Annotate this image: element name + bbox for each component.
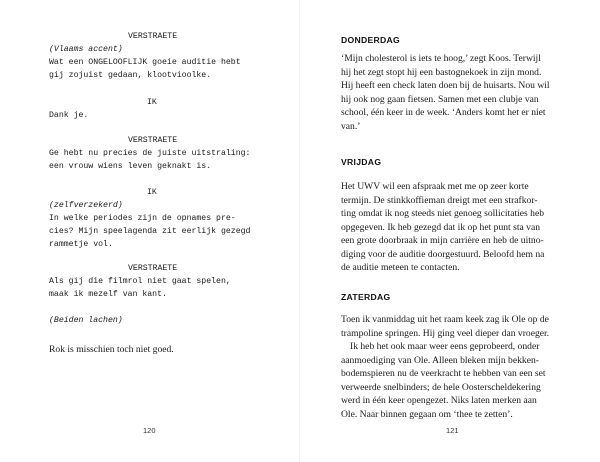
- text-line: Ole. Naar binnen gegaan om ‘thee te zetten’.: [341, 408, 513, 420]
- text-line: opgegeven. Ik heb gezegd dat ik op het punt sta van: [341, 221, 541, 233]
- dialogue-line: In welke periodes zijn de opnames pre-: [49, 214, 236, 223]
- text-line: diging voor de auditie doorgestuurd. Beloofd hem na: [341, 248, 545, 260]
- dialogue-line: Als gij die filmrol niet gaat spelen,: [49, 277, 231, 286]
- text-line: aanmoediging van Ole. Alleen bleken mijn bekken-: [341, 354, 539, 366]
- text-line: verweerde snelbinders; de hele Oosterscheldekering: [341, 381, 541, 393]
- dialogue-line: Ge hebt nu precies de juiste uitstraling:: [49, 149, 251, 158]
- page-number: 121: [446, 426, 459, 435]
- text-line: ‘Mijn cholesterol is iets te hoog,’ zegt Koos. Terwijl: [341, 53, 541, 64]
- parenthetical: (Vlaams accent): [49, 45, 123, 54]
- text-line: werd in één keer opengezet. Niks laten merken aan: [341, 395, 537, 407]
- stage-direction: (Beiden lachen): [49, 316, 123, 325]
- right-page: [300, 0, 600, 462]
- closing-line: Rok is misschien toch niet goed.: [49, 344, 174, 355]
- dialogue-line: cies? Mijn speelagenda zit eerlijk gezegd: [49, 227, 251, 236]
- section-heading: DONDERDAG: [341, 35, 401, 45]
- text-line: een grote doorbraak in mijn carrière en heb de uitno-: [341, 235, 544, 247]
- character-name: IK: [147, 98, 157, 107]
- text-line: van.’: [341, 120, 361, 132]
- text-line: Toen ik vanmiddag uit het raam keek zag ik Ole op de: [341, 314, 549, 325]
- section-body: [341, 180, 563, 275]
- character-name: VERSTRAETE: [128, 32, 178, 41]
- text-line: hij ook nog gaan fietsen. Samen met een clubje van: [341, 93, 539, 105]
- section-body: [341, 313, 563, 421]
- parenthetical: (zelfverzekerd): [49, 201, 123, 210]
- section-heading: ZATERDAG: [341, 292, 391, 302]
- text-line: termijn. De stinkkoffieman dreigt met een strafkor-: [341, 194, 538, 206]
- text-line: ting omdat ik nog steeds niet genoeg sollicitaties heb: [341, 208, 545, 220]
- text-line: Hij heeft een check laten doen bij de huisarts. Nou wil: [341, 80, 550, 92]
- dialogue-line: een vrouw wiens leven geknakt is.: [49, 162, 212, 171]
- dialogue-line: rammetje vol.: [49, 240, 113, 249]
- character-name: IK: [147, 188, 157, 197]
- character-name: VERSTRAETE: [128, 136, 178, 145]
- dialogue-line: gij zojuist gedaan, klootvioolke.: [49, 71, 212, 80]
- text-line: hij het zegt stopt hij een bastognekoek in zijn mond.: [341, 66, 542, 78]
- character-name: VERSTRAETE: [128, 264, 178, 273]
- dialogue-line: Dank je.: [49, 111, 89, 120]
- dialogue-line: Wat een ONGELOOFLIJK goeie auditie hebt: [49, 58, 241, 67]
- dialogue-line: maak ik mezelf van kant.: [49, 290, 167, 299]
- section-heading: VRIJDAG: [341, 157, 382, 167]
- page-number: 120: [143, 426, 156, 435]
- text-line: trampoline springen. Hij ging veel dieper dan vroeger.: [341, 327, 550, 339]
- text-line: Ik heb het ook maar weer eens geprobeerd, onder: [350, 341, 540, 353]
- text-line: de auditie meteen te contacten.: [341, 262, 460, 274]
- text-line: school, één keer in de week. ‘Anders komt het er niet: [341, 107, 546, 119]
- text-line: bodemspieren nu de veerkracht te hebben van een set: [341, 368, 546, 380]
- section-body: [341, 52, 563, 133]
- text-line: Het UWV wil een afspraak met me op zeer korte: [341, 181, 529, 192]
